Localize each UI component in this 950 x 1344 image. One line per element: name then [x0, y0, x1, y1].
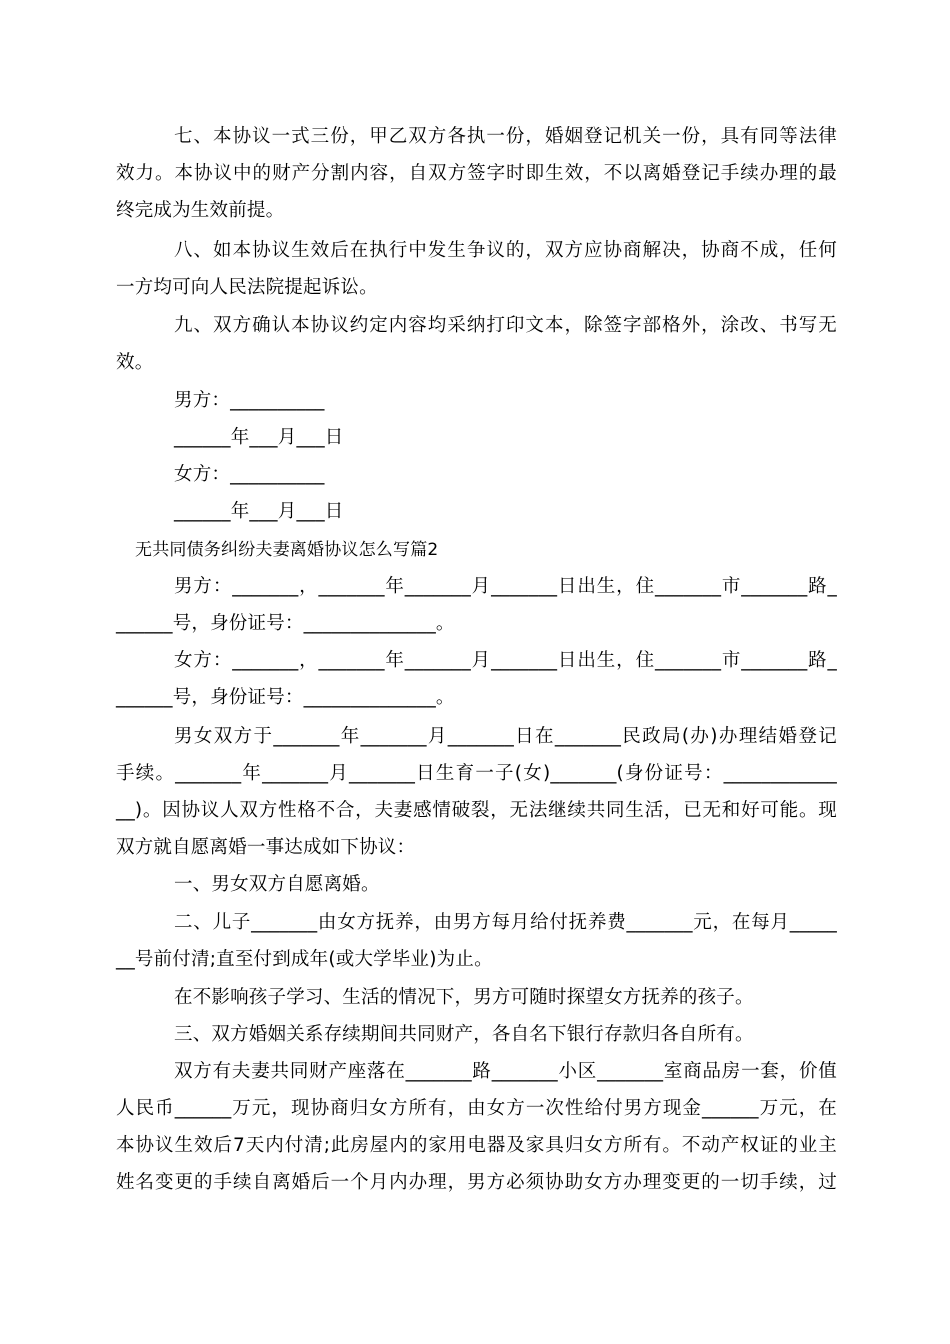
agreement-item-1: 一、男女双方自愿离婚。 — [174, 874, 380, 895]
marriage-line-2: 手续。_______年_______月_______日生育一子(女)_______(身份证号：____________ — [116, 763, 837, 784]
female-info-line-1: 女方：_______，_______年_______月_______日出生，住_______市_______路_ — [174, 650, 837, 671]
property-line-4: 姓名变更的手续自离婚后一个月内办理，男方必须协助女方办理变更的一切手续，过 — [116, 1172, 837, 1193]
clause-9-line-2: 效。 — [116, 352, 154, 373]
female-info-line-2: ______号，身份证号：______________。 — [116, 687, 455, 708]
male-signature: 男方：__________ — [174, 390, 325, 411]
clause-7-line-3: 终完成为生效前提。 — [116, 200, 285, 221]
male-date: ______年___月___日 — [174, 427, 344, 448]
agreement-item-2-line-2: __号前付清;直至付到成年(或大学毕业)为止。 — [116, 949, 493, 970]
male-info-line-1: 男方：_______，_______年_______月_______日出生，住_______市_______路_ — [174, 576, 837, 597]
section-heading: 无共同债务纠纷夫妻离婚协议怎么写篇2 — [135, 540, 439, 560]
visitation-line: 在不影响孩子学习、生活的情况下，男方可随时探望女方抚养的孩子。 — [174, 987, 754, 1008]
clause-8-line-2: 一方均可向人民法院提起诉讼。 — [116, 277, 378, 298]
property-line-3: 本协议生效后7天内付清;此房屋内的家用电器及家具归女方所有。不动产权证的业主 — [116, 1135, 837, 1156]
female-signature: 女方：__________ — [174, 464, 325, 485]
clause-9-line-1: 九、双方确认本协议约定内容均采纳打印文本，除签字部格外，涂改、书写无 — [174, 315, 837, 336]
agreement-item-2-line-1: 二、儿子_______由女方抚养，由男方每月给付抚养费_______元，在每月_____ — [174, 912, 837, 933]
property-line-1: 双方有夫妻共同财产座落在_______路_______小区_______室商品房一套，价值 — [174, 1061, 837, 1082]
marriage-line-3: __)。因协议人双方性格不合，夫妻感情破裂，无法继续共同生活，已无和好可能。现 — [116, 800, 837, 821]
clause-7-line-2: 效力。本协议中的财产分割内容，自双方签字时即生效，不以离婚登记手续办理的最 — [116, 163, 837, 184]
property-line-2: 人民币______万元，现协商归女方所有，由女方一次性给付男方现金______万元，在 — [116, 1098, 837, 1119]
female-date: ______年___月___日 — [174, 501, 344, 522]
marriage-line-4: 双方就自愿离婚一事达成如下协议： — [116, 837, 416, 858]
agreement-item-3: 三、双方婚姻关系存续期间共同财产，各自名下银行存款归各自所有。 — [174, 1024, 754, 1045]
clause-8-line-1: 八、如本协议生效后在执行中发生争议的，双方应协商解决，协商不成，任何 — [174, 240, 837, 261]
marriage-line-1: 男女双方于_______年_______月_______日在_______民政局(办)办理结婚登记 — [174, 726, 837, 747]
male-info-line-2: ______号，身份证号：______________。 — [116, 613, 455, 634]
clause-7-line-1: 七、本协议一式三份，甲乙双方各执一份，婚姻登记机关一份，具有同等法律 — [174, 126, 837, 147]
